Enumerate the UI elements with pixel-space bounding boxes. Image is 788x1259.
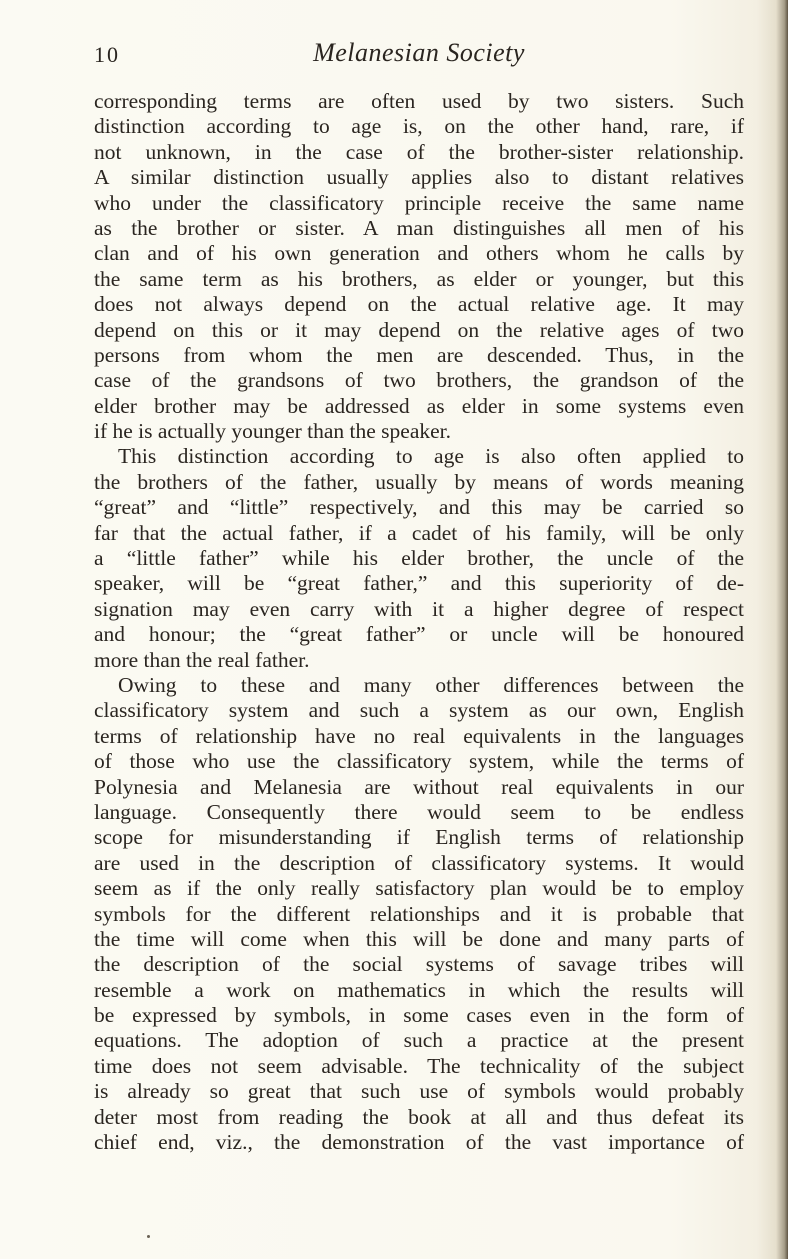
page-edge-shadow	[776, 0, 788, 1259]
text-line: A similar distinction usually applies also to distant relatives	[94, 165, 744, 190]
text-line: chief end, viz., the demonstration of the vast importance of	[94, 1130, 744, 1155]
paper-speck	[147, 1235, 150, 1238]
text-line: “great” and “little” respectively, and this may be carried so	[94, 495, 744, 520]
text-line: be expressed by symbols, in some cases even in the form of	[94, 1003, 744, 1028]
text-line: classificatory system and such a system as our own, English	[94, 698, 744, 723]
text-line: are used in the description of classificatory systems. It would	[94, 850, 744, 875]
text-line: This distinction according to age is also often applied to	[118, 444, 744, 469]
text-line: Owing to these and many other differences between the	[118, 672, 744, 697]
text-line: elder brother may be addressed as elder in some systems even	[94, 393, 744, 418]
text-line: symbols for the different relationships and it is probable that	[94, 901, 744, 926]
paragraph	[94, 673, 744, 1155]
text-line: the description of the social systems of savage tribes will	[94, 952, 744, 977]
text-line: clan and of his own generation and others whom he calls by	[94, 241, 744, 266]
text-line: far that the actual father, if a cadet of his family, will be only	[94, 520, 744, 545]
text-line: the time will come when this will be done and many parts of	[94, 926, 744, 951]
text-line: language. Consequently there would seem to be endless	[94, 799, 744, 824]
text-line: case of the grandsons of two brothers, the grandson of the	[94, 368, 744, 393]
page-header	[94, 38, 744, 74]
text-line: corresponding terms are often used by two sisters. Such	[94, 89, 744, 113]
text-line: more than the real father.	[94, 647, 310, 672]
text-line: speaker, will be “great father,” and this superiority of de-	[94, 571, 744, 596]
text-line: the brothers of the father, usually by means of words meaning	[94, 469, 744, 494]
text-line: not unknown, in the case of the brother-sister relationship.	[94, 139, 744, 164]
text-line: equations. The adoption of such a practice at the present	[94, 1028, 744, 1053]
text-line: of those who use the classificatory system, while the terms of	[94, 749, 744, 774]
text-line: as the brother or sister. A man distinguishes all men of his	[94, 215, 744, 240]
text-line: depend on this or it may depend on the relative ages of two	[94, 317, 744, 342]
text-line: persons from whom the men are descended. Thus, in the	[94, 342, 744, 367]
text-line: seem as if the only really satisfactory plan would be to employ	[94, 876, 744, 901]
text-line: does not always depend on the actual relative age. It may	[94, 292, 744, 317]
text-line: resemble a work on mathematics in which the results will	[94, 977, 744, 1002]
text-line: the same term as his brothers, as elder or younger, but this	[94, 266, 744, 291]
text-line: deter most from reading the book at all and thus defeat its	[94, 1104, 744, 1129]
text-line: if he is actually younger than the speaker.	[94, 419, 452, 444]
text-line: time does not seem advisable. The technicality of the subject	[94, 1053, 744, 1078]
paragraph	[94, 444, 744, 673]
text-line: Polynesia and Melanesia are without real equivalents in our	[94, 774, 744, 799]
body-text	[94, 89, 744, 1155]
text-line: a “little father” while his elder brother, the uncle of the	[94, 546, 744, 571]
text-line: scope for misunderstanding if English terms of relationship	[94, 825, 744, 850]
page-number: 10	[94, 42, 120, 67]
text-line: terms of relationship have no real equivalents in the languages	[94, 723, 744, 748]
text-line: signation may even carry with it a higher degree of respect	[94, 596, 744, 621]
text-line: distinction according to age is, on the other hand, rare, if	[94, 114, 744, 139]
running-title: Melanesian Society	[313, 38, 525, 67]
text-line: is already so great that such use of symbols would probably	[94, 1079, 744, 1104]
text-line: who under the classificatory principle receive the same name	[94, 190, 744, 215]
paragraph	[94, 89, 744, 444]
text-line: and honour; the “great father” or uncle will be honoured	[94, 622, 744, 647]
